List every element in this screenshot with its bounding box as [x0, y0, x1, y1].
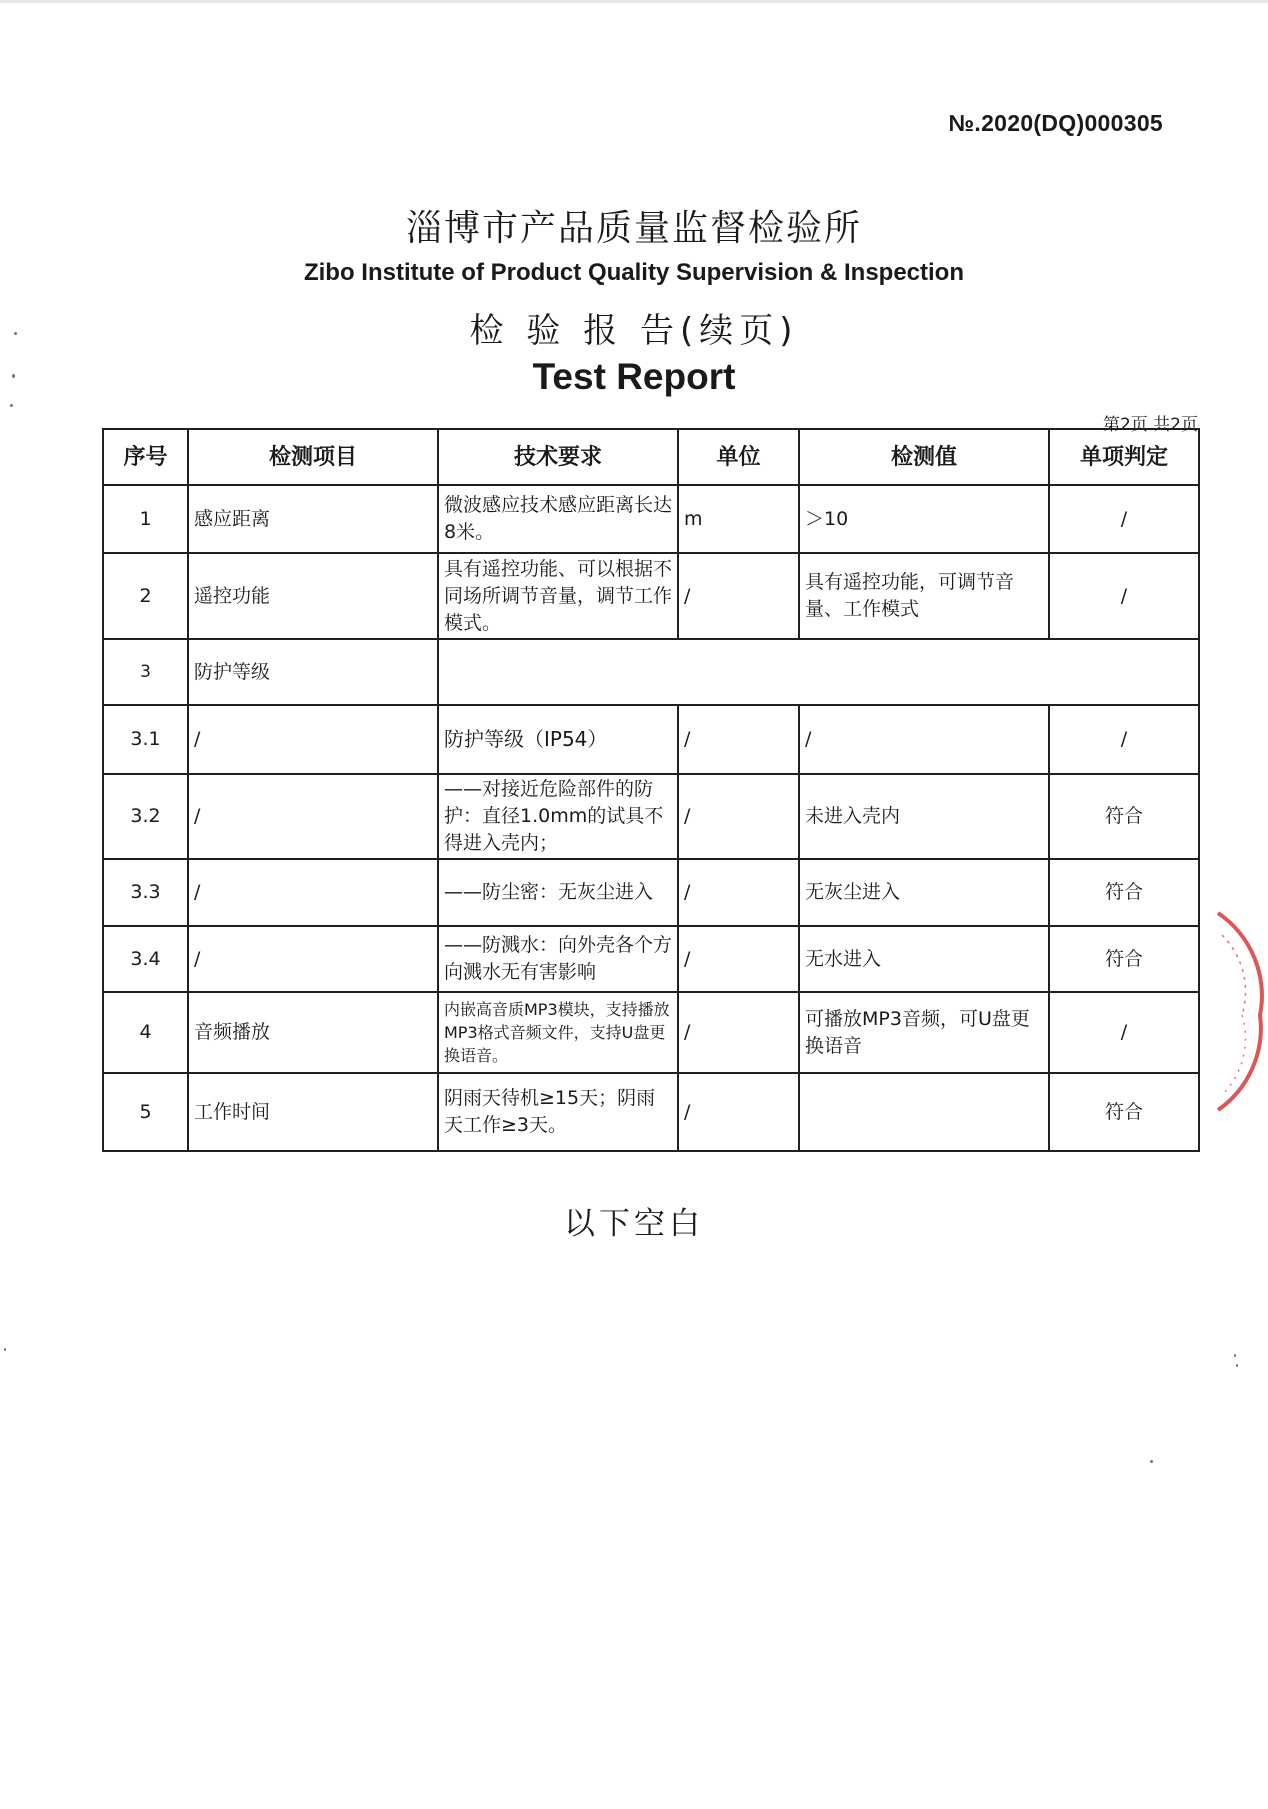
cell-judgment: 符合 — [1049, 926, 1199, 992]
header-unit: 单位 — [678, 429, 799, 485]
cell-no: 3.3 — [103, 859, 188, 926]
table-row — [103, 992, 1199, 1073]
cell-requirement: 微波感应技术感应距离长达8米。 — [438, 485, 678, 553]
cell-value: 具有遥控功能，可调节音量、工作模式 — [799, 553, 1049, 639]
cell-no: 3.1 — [103, 705, 188, 774]
scan-speck — [1234, 1354, 1236, 1357]
cell-item: / — [188, 774, 438, 859]
cell-item: / — [188, 705, 438, 774]
cell-value: 无水进入 — [799, 926, 1049, 992]
cell-unit: / — [678, 705, 799, 774]
results-table — [102, 428, 1200, 1152]
table-row-section — [103, 639, 1199, 705]
cell-requirement: 阴雨天待机≥15天；阴雨天工作≥3天。 — [438, 1073, 678, 1151]
table-row — [103, 859, 1199, 926]
header-value: 检测值 — [799, 429, 1049, 485]
cell-judgment: / — [1049, 485, 1199, 553]
cell-no: 1 — [103, 485, 188, 553]
cell-requirement: ——对接近危险部件的防护：直径1.0mm的试具不得进入壳内； — [438, 774, 678, 859]
seal-stamp — [1212, 905, 1268, 1120]
institute-name-en: Zibo Institute of Product Quality Supervision & Inspection — [303, 259, 965, 286]
cell-no: 3.2 — [103, 774, 188, 859]
cell-requirement: 防护等级（IP54） — [438, 705, 678, 774]
cell-section-span — [438, 639, 1199, 705]
header-judgment: 单项判定 — [1049, 429, 1199, 485]
scan-speck — [4, 1348, 6, 1351]
report-number: №.2020(DQ)000305 — [948, 110, 1163, 136]
cell-requirement: ——防尘密：无灰尘进入 — [438, 859, 678, 926]
cell-item: 防护等级 — [188, 639, 438, 705]
cell-judgment: / — [1049, 992, 1199, 1073]
cell-value: ＞10 — [799, 485, 1049, 553]
cell-item: 遥控功能 — [188, 553, 438, 639]
table-header-row — [103, 429, 1199, 485]
header-no: 序号 — [103, 429, 188, 485]
cell-requirement: 具有遥控功能、可以根据不同场所调节音量，调节工作模式。 — [438, 553, 678, 639]
report-title-cn: 检 验 报 告(续页) — [469, 311, 799, 351]
cell-no: 4 — [103, 992, 188, 1073]
cell-value: / — [799, 705, 1049, 774]
report-title-en: Test Report — [532, 356, 736, 397]
blank-below-note: 以下空白 — [564, 1206, 704, 1242]
cell-judgment: 符合 — [1049, 859, 1199, 926]
scan-edge — [0, 0, 1268, 3]
cell-unit: / — [678, 859, 799, 926]
cell-item: 音频播放 — [188, 992, 438, 1073]
cell-judgment: 符合 — [1049, 1073, 1199, 1151]
cell-unit: / — [678, 926, 799, 992]
cell-unit: m — [678, 485, 799, 553]
cell-item: 感应距离 — [188, 485, 438, 553]
cell-value: 无灰尘进入 — [799, 859, 1049, 926]
scan-speck — [10, 404, 13, 407]
cell-unit: / — [678, 992, 799, 1073]
table-row — [103, 926, 1199, 992]
table-row — [103, 1073, 1199, 1151]
cell-item: / — [188, 926, 438, 992]
cell-no: 2 — [103, 553, 188, 639]
cell-requirement: 内嵌高音质MP3模块，支持播放MP3格式音频文件，支持U盘更换语音。 — [438, 992, 678, 1073]
scan-speck — [1236, 1364, 1238, 1367]
table-row — [103, 774, 1199, 859]
cell-requirement: ——防溅水：向外壳各个方向溅水无有害影响 — [438, 926, 678, 992]
cell-judgment: / — [1049, 553, 1199, 639]
institute-name-cn: 淄博市产品质量监督检验所 — [405, 208, 862, 249]
cell-unit: / — [678, 1073, 799, 1151]
cell-no: 3.4 — [103, 926, 188, 992]
cell-unit: / — [678, 774, 799, 859]
cell-item: 工作时间 — [188, 1073, 438, 1151]
scan-speck — [1150, 1460, 1153, 1463]
cell-judgment: 符合 — [1049, 774, 1199, 859]
cell-value: 可播放MP3音频，可U盘更换语音 — [799, 992, 1049, 1073]
cell-value — [799, 1073, 1049, 1151]
cell-item: / — [188, 859, 438, 926]
table-row — [103, 553, 1199, 639]
table-row — [103, 485, 1199, 553]
scan-speck — [14, 332, 17, 335]
cell-no: 3 — [103, 639, 188, 705]
header-item: 检测项目 — [188, 429, 438, 485]
table-row — [103, 705, 1199, 774]
cell-no: 5 — [103, 1073, 188, 1151]
cell-unit: / — [678, 553, 799, 639]
cell-judgment: / — [1049, 705, 1199, 774]
page-indicator: 第2页 共2页 — [1102, 415, 1198, 435]
header-requirement: 技术要求 — [438, 429, 678, 485]
cell-value: 未进入壳内 — [799, 774, 1049, 859]
scan-speck — [12, 374, 15, 378]
